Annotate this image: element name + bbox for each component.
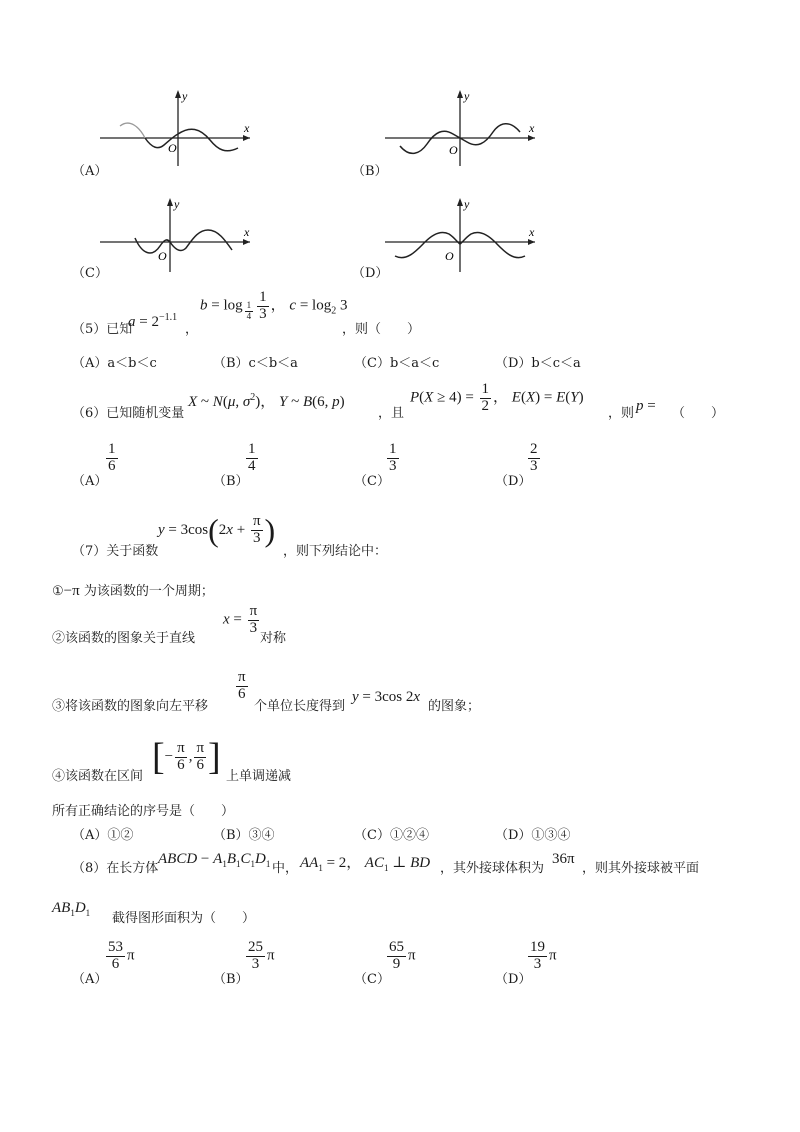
q6-paren: （ ）: [672, 406, 725, 421]
q7-s2b: 对称: [260, 631, 287, 646]
q7-option-c: （C）①②④: [354, 828, 429, 843]
q7-s2-formula: x = $\frac{\pi}{3}$: [223, 603, 258, 636]
q6-option-a-value: $\frac{1}{6}$: [108, 441, 116, 474]
q5-formula-a: $a = 2^{-1.1}$: [128, 312, 178, 330]
graph-c-label: （C）: [72, 266, 108, 281]
y-axis-label: y: [174, 197, 180, 211]
q6-option-a: （A）: [72, 474, 108, 489]
q8-plane: $AB_1D_1$: [52, 900, 91, 918]
q8-tail: ，其外接球体积为: [440, 861, 545, 876]
q8-option-c: （C）: [354, 972, 390, 987]
q8-option-d-value: $\frac{19}{3}$ π: [530, 939, 557, 972]
q5-comma: ，: [185, 322, 199, 337]
q5-number: （5）已知: [72, 322, 133, 337]
graph-d-plot: [385, 196, 545, 276]
q8-option-a: （A）: [72, 972, 108, 987]
q6-formula-xy: X ~ N(μ, $\sigma^2$)， Y ~ B(6, p): [188, 392, 345, 410]
q8-mid: 中，: [272, 861, 299, 876]
q5-option-d: （D）b＜c＜a: [495, 356, 581, 371]
q7-s3c: 的图象；: [428, 699, 481, 714]
q5-option-a: （A）a＜b＜c: [72, 356, 157, 371]
q6-option-b: （B）: [213, 474, 249, 489]
q7-statement-1: ①−π 为该函数的一个周期；: [52, 583, 214, 599]
q8-solid: ABCD − $A_1B_1C_1D_1$: [158, 851, 271, 869]
y-axis-label: y: [464, 89, 470, 103]
q6-option-d-value: $\frac{2}{3}$: [530, 441, 538, 474]
q6-option-c-value: $\frac{1}{3}$: [389, 441, 397, 474]
q6-option-d: （D）: [495, 474, 532, 489]
q8-option-c-value: $\frac{65}{9}$ π: [389, 939, 416, 972]
q6-mid: ，且: [378, 406, 405, 421]
q8-option-b: （B）: [213, 972, 249, 987]
q8-option-a-value: $\frac{53}{6}$ π: [108, 939, 135, 972]
q6-formula-pe: P(X ≥ 4) = $\frac{1}{2}$ ， E(X) = E(Y): [410, 381, 584, 414]
q7-option-a: （A）①②: [72, 828, 134, 843]
graph-a-plot: [100, 88, 260, 168]
q7-s4b: 上单调递减: [226, 769, 292, 784]
q7-ask: 所有正确结论的序号是（ ）: [52, 804, 235, 819]
q7-function: y = 3cos(2x + $\frac{\pi}{3}$ ): [158, 512, 276, 548]
q6-number: （6）已知随机变量: [72, 406, 185, 421]
y-axis-label: y: [464, 197, 470, 211]
q8-option-d: （D）: [495, 972, 532, 987]
graph-b-plot: [385, 88, 545, 168]
origin-label: O: [449, 143, 458, 157]
graph-b-label: （B）: [352, 164, 388, 179]
q7-s1-text: 为该函数的一个周期；: [83, 584, 214, 599]
q7-number: （7）关于函数: [72, 544, 159, 559]
q5-option-b: （B）c＜b＜a: [213, 356, 298, 371]
q8-conditions: $AA_1 = 2$， $AC_1$ ⊥ BD: [300, 855, 431, 873]
origin-label: O: [168, 141, 177, 155]
q7-s3b: 个单位长度得到: [254, 699, 346, 714]
graph-c-plot: [100, 196, 260, 276]
q7-s3-formula: y = 3cos 2x: [352, 689, 421, 705]
q6-option-b-value: $\frac{1}{4}$: [248, 441, 256, 474]
q8-volume: 36π: [552, 851, 575, 867]
origin-label: O: [158, 249, 167, 263]
q7-s3-frac: $\frac{\pi}{6}$: [238, 669, 246, 702]
q7-s2a: ②该函数的图象关于直线: [52, 631, 196, 646]
q6-p-eq: p =: [636, 398, 656, 414]
q7-s4-interval: [− $\frac{\pi}{6}$ , $\frac{\pi}{6}$ ]: [152, 736, 221, 778]
q5-tail: ，则（ ）: [342, 322, 421, 337]
q7-s4a: ④该函数在区间: [52, 769, 144, 784]
x-axis-label: x: [529, 225, 535, 239]
graph-d-label: （D）: [352, 266, 389, 281]
q5-option-c: （C）b＜a＜c: [354, 356, 440, 371]
q8-number: （8）在长方体: [72, 861, 159, 876]
q7-s3a: ③将该函数的图象向左平移: [52, 699, 209, 714]
q7-option-b: （B）③④: [213, 828, 275, 843]
q6-tail: ，则: [608, 406, 635, 421]
q7-option-d: （D）①③④: [495, 828, 571, 843]
graph-a-label: （A）: [72, 164, 108, 179]
x-axis-label: x: [529, 121, 535, 135]
q8-tail2: ，则其外接球被平面: [582, 861, 700, 876]
origin-label: O: [445, 249, 454, 263]
q8-line2: 截得图形面积为（ ）: [112, 911, 256, 926]
x-axis-label: x: [244, 121, 250, 135]
q8-option-b-value: $\frac{25}{3}$ π: [248, 939, 275, 972]
q5-formula-bc: b = log $_{\frac{1}{4}}$ $\frac{1}{3}$ ， $c = \log_2 3$: [200, 289, 348, 322]
x-axis-label: x: [244, 225, 250, 239]
y-axis-label: y: [182, 89, 188, 103]
q7-tail: ，则下列结论中：: [283, 544, 388, 559]
q6-option-c: （C）: [354, 474, 390, 489]
